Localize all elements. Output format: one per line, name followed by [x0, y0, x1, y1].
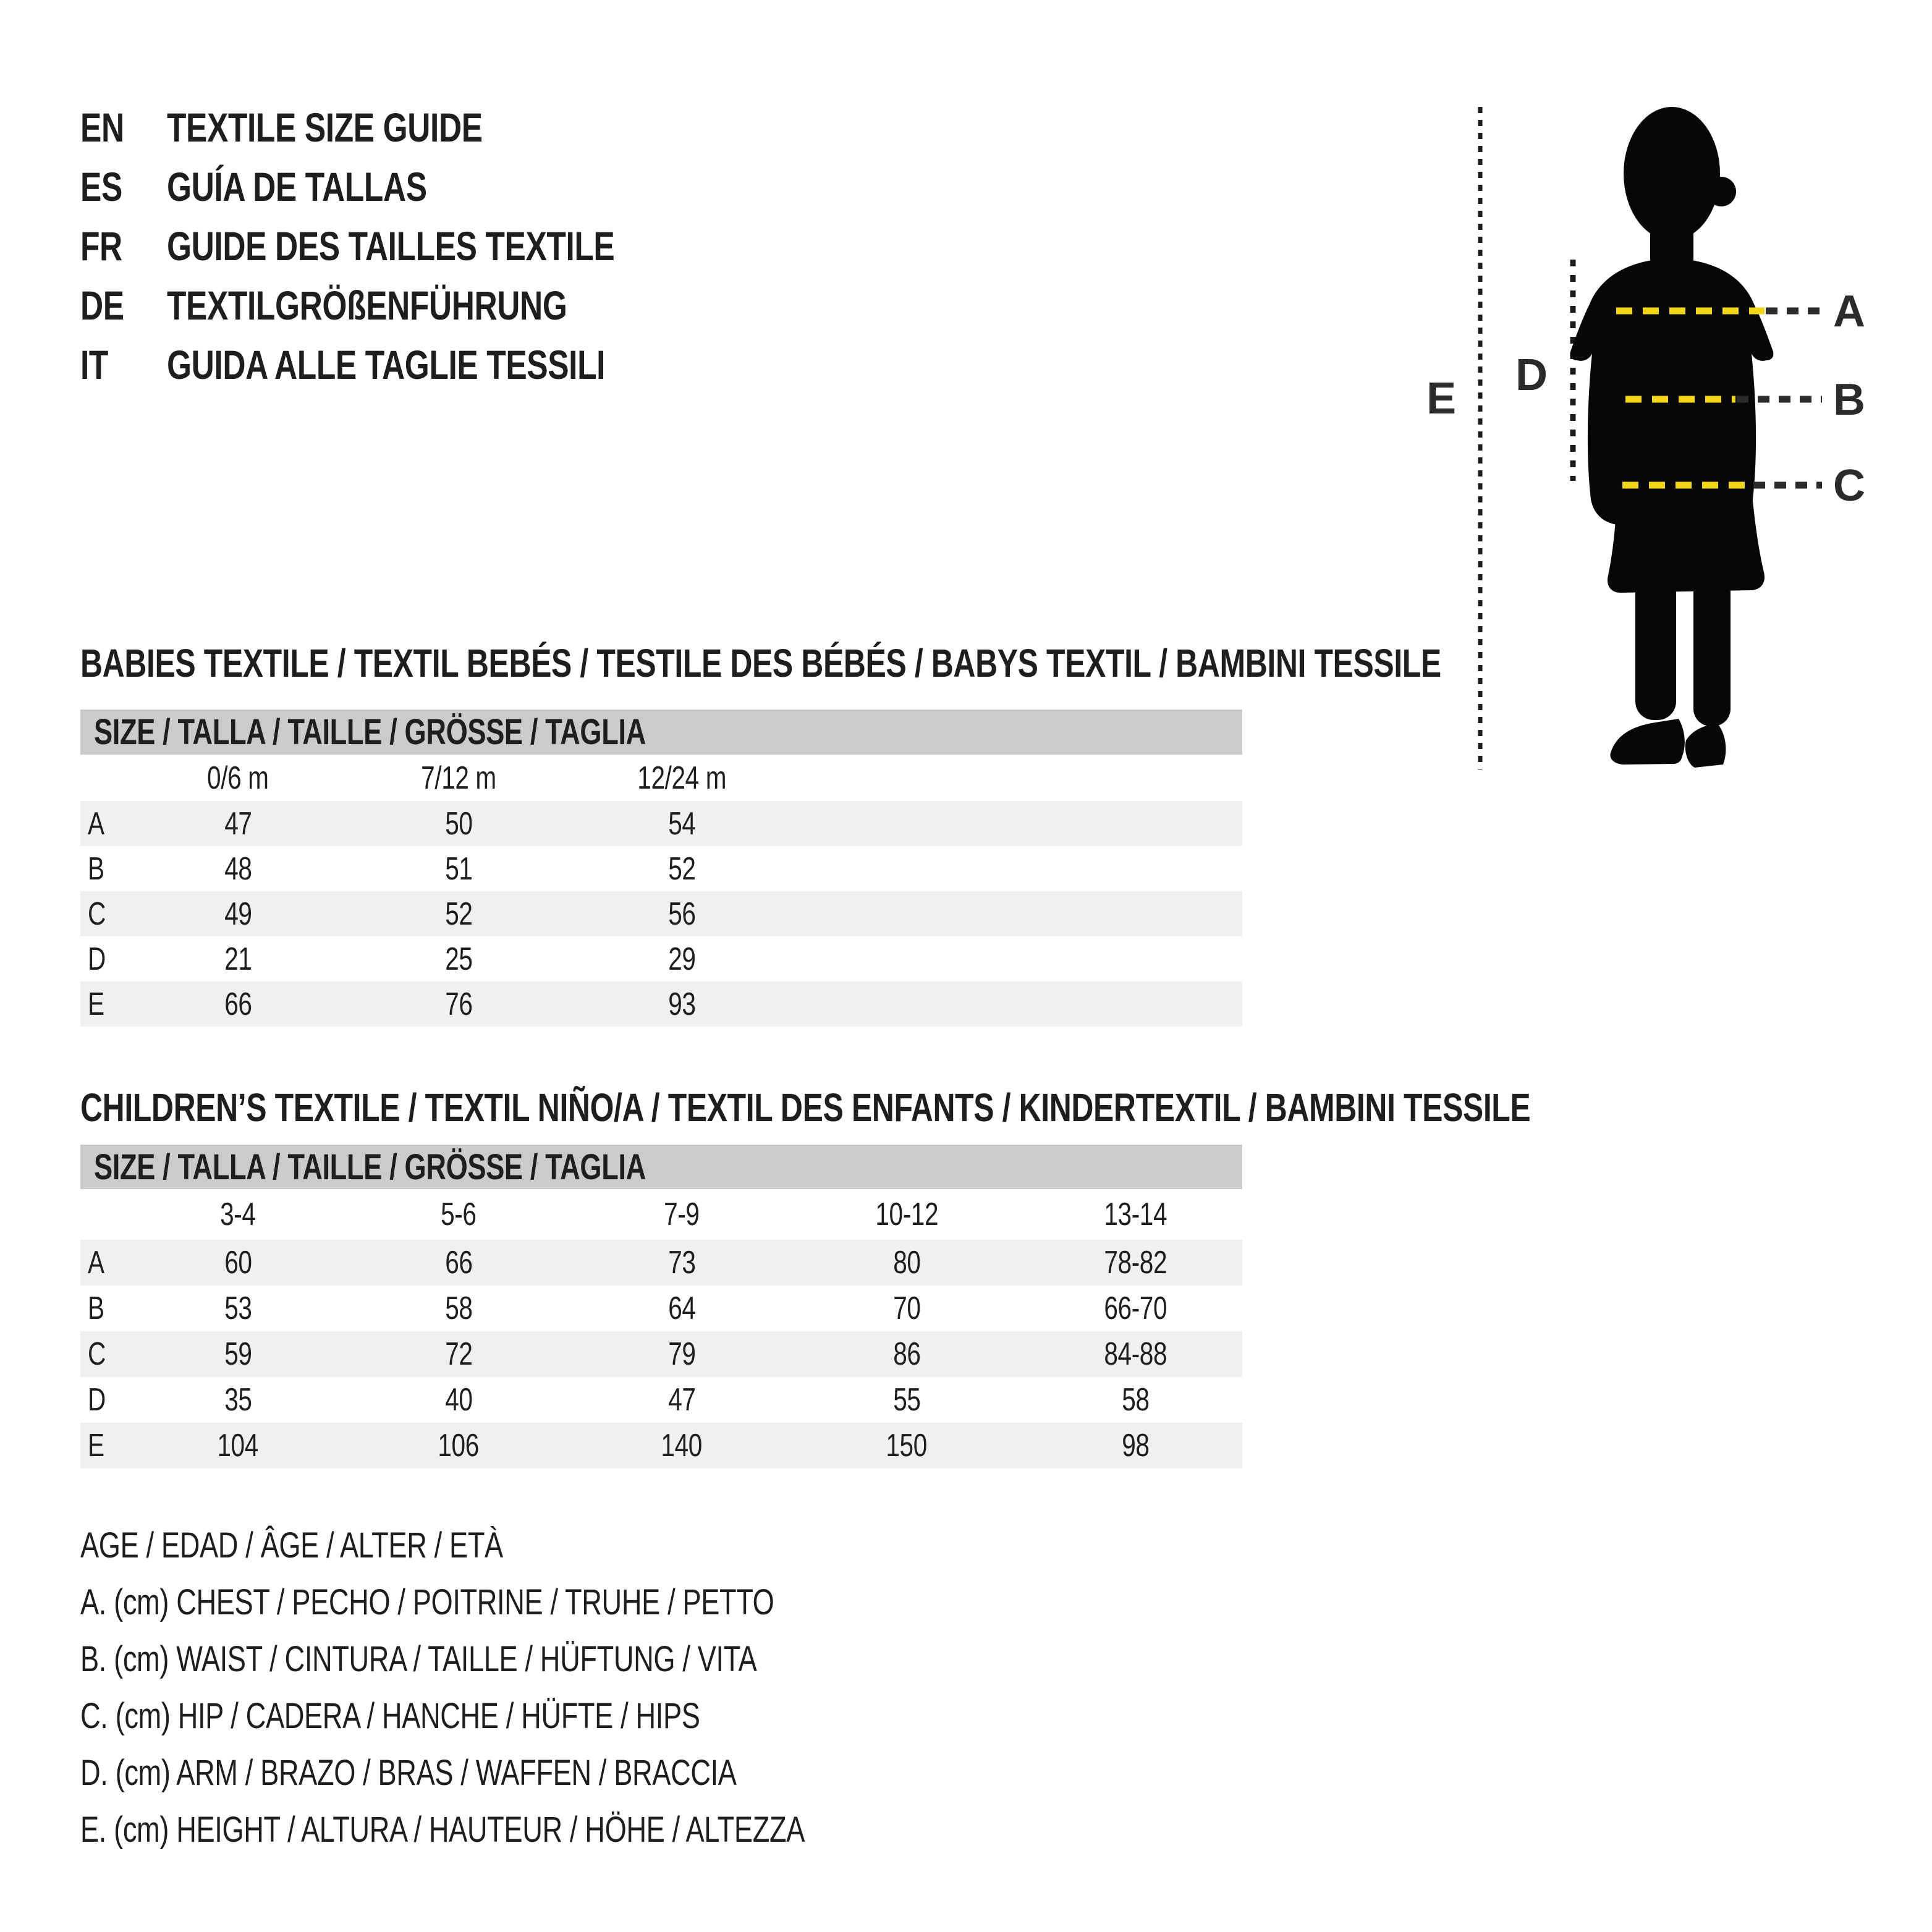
- children-col-1: 5-6: [441, 1197, 477, 1232]
- table-row: A 60 66 73 80 78-82: [80, 1240, 1242, 1286]
- table-row: C 59 72 79 86 84-88: [80, 1331, 1242, 1377]
- lang-row-es: [80, 157, 741, 216]
- figure-label-e: E: [1426, 374, 1457, 423]
- table-row: B 48 51 52: [88, 850, 696, 887]
- babies-size-header-label: SIZE / TALLA / TAILLE / GRÖSSE / TAGLIA: [94, 712, 646, 752]
- lang-code-de: DE: [80, 282, 124, 328]
- lang-code-en: EN: [80, 104, 124, 150]
- lang-row-de: [80, 276, 741, 335]
- lang-row-it: [80, 335, 741, 394]
- lang-code-es: ES: [80, 164, 122, 210]
- figure-label-a: A: [1833, 287, 1865, 336]
- legend-arm: D. (cm) ARM / BRAZO / BRAS / WAFFEN / BRACCIA: [80, 1752, 737, 1793]
- children-size-header-label: SIZE / TALLA / TAILLE / GRÖSSE / TAGLIA: [94, 1146, 646, 1187]
- babies-row-c-label: C: [88, 896, 106, 932]
- children-col-2: 7-9: [664, 1197, 700, 1232]
- babies-col-1: 7/12 m: [421, 760, 496, 796]
- lang-title-de: TEXTILGRÖßENFÜHRUNG: [167, 282, 567, 328]
- table-row: A 47 50 54: [80, 801, 1242, 846]
- children-row-d-label: D: [88, 1382, 106, 1418]
- lang-title-it: GUIDA ALLE TAGLIE TESSILI: [167, 342, 606, 388]
- children-column-header-row: [80, 1189, 1242, 1240]
- lang-code-it: IT: [80, 342, 108, 388]
- table-row: B 53 58 64 70 66-70: [88, 1290, 1167, 1326]
- table-row: D 21 25 29: [88, 941, 696, 977]
- children-size-header-bar: [80, 1145, 1242, 1189]
- lang-title-en: TEXTILE SIZE GUIDE: [167, 104, 483, 150]
- measurement-figure: [1409, 74, 1932, 803]
- babies-column-header-row: [80, 755, 1242, 801]
- babies-row-e-label: E: [88, 986, 104, 1022]
- lang-title-es: GUÍA DE TALLAS: [167, 164, 427, 210]
- babies-section-title: BABIES TEXTILE / TEXTIL BEBÉS / TESTILE DES BÉBÉS / BABYS TEXTIL / BAMBINI TESSILE: [80, 641, 1441, 685]
- children-col-4: 13-14: [1104, 1197, 1167, 1232]
- table-row: D 35 40 47 55 58: [88, 1382, 1150, 1418]
- lang-title-fr: GUIDE DES TAILLES TEXTILE: [167, 223, 615, 269]
- lang-row-fr: [80, 216, 741, 276]
- children-col-0: 3-4: [220, 1197, 256, 1232]
- children-size-table: [80, 1145, 1242, 1468]
- children-section-title: CHILDREN’S TEXTILE / TEXTIL NIÑO/A / TEXTIL DES ENFANTS / KINDERTEXTIL / BAMBINI TESSILE: [80, 1085, 1531, 1130]
- figure-label-d: D: [1515, 350, 1548, 400]
- children-row-a-label: A: [88, 1245, 104, 1281]
- children-row-e-label: E: [88, 1428, 104, 1464]
- legend-hip: C. (cm) HIP / CADERA / HANCHE / HÜFTE / HIPS: [80, 1695, 700, 1736]
- table-row: E 104 106 140 150 98: [80, 1423, 1242, 1468]
- measurement-legend: [80, 1517, 1009, 1858]
- babies-row-d-label: D: [88, 941, 106, 977]
- children-row-c-label: C: [88, 1336, 106, 1372]
- babies-row-a-label: A: [88, 805, 104, 842]
- babies-size-header-bar: [80, 710, 1242, 755]
- children-col-3: 10-12: [875, 1197, 938, 1232]
- legend-height: E. (cm) HEIGHT / ALTURA / HAUTEUR / HÖHE / ALTEZZA: [80, 1809, 805, 1850]
- legend-age: AGE / EDAD / ÂGE / ALTER / ETÀ: [80, 1525, 503, 1566]
- babies-col-0: 0/6 m: [207, 760, 269, 796]
- babies-col-2: 12/24 m: [637, 760, 726, 796]
- legend-waist: B. (cm) WAIST / CINTURA / TAILLE / HÜFTUNG / VITA: [80, 1638, 757, 1679]
- lang-row-en: [80, 98, 741, 157]
- legend-chest: A. (cm) CHEST / PECHO / POITRINE / TRUHE / PETTO: [80, 1582, 774, 1622]
- children-row-b-label: B: [88, 1290, 104, 1326]
- table-row: E 66 76 93: [80, 981, 1242, 1027]
- language-header: [80, 98, 741, 394]
- babies-size-table: [80, 710, 1242, 1027]
- babies-row-b-label: B: [88, 850, 104, 887]
- figure-label-c: C: [1833, 461, 1865, 511]
- figure-label-b: B: [1833, 375, 1865, 425]
- lang-code-fr: FR: [80, 223, 122, 269]
- table-row: C 49 52 56: [80, 891, 1242, 936]
